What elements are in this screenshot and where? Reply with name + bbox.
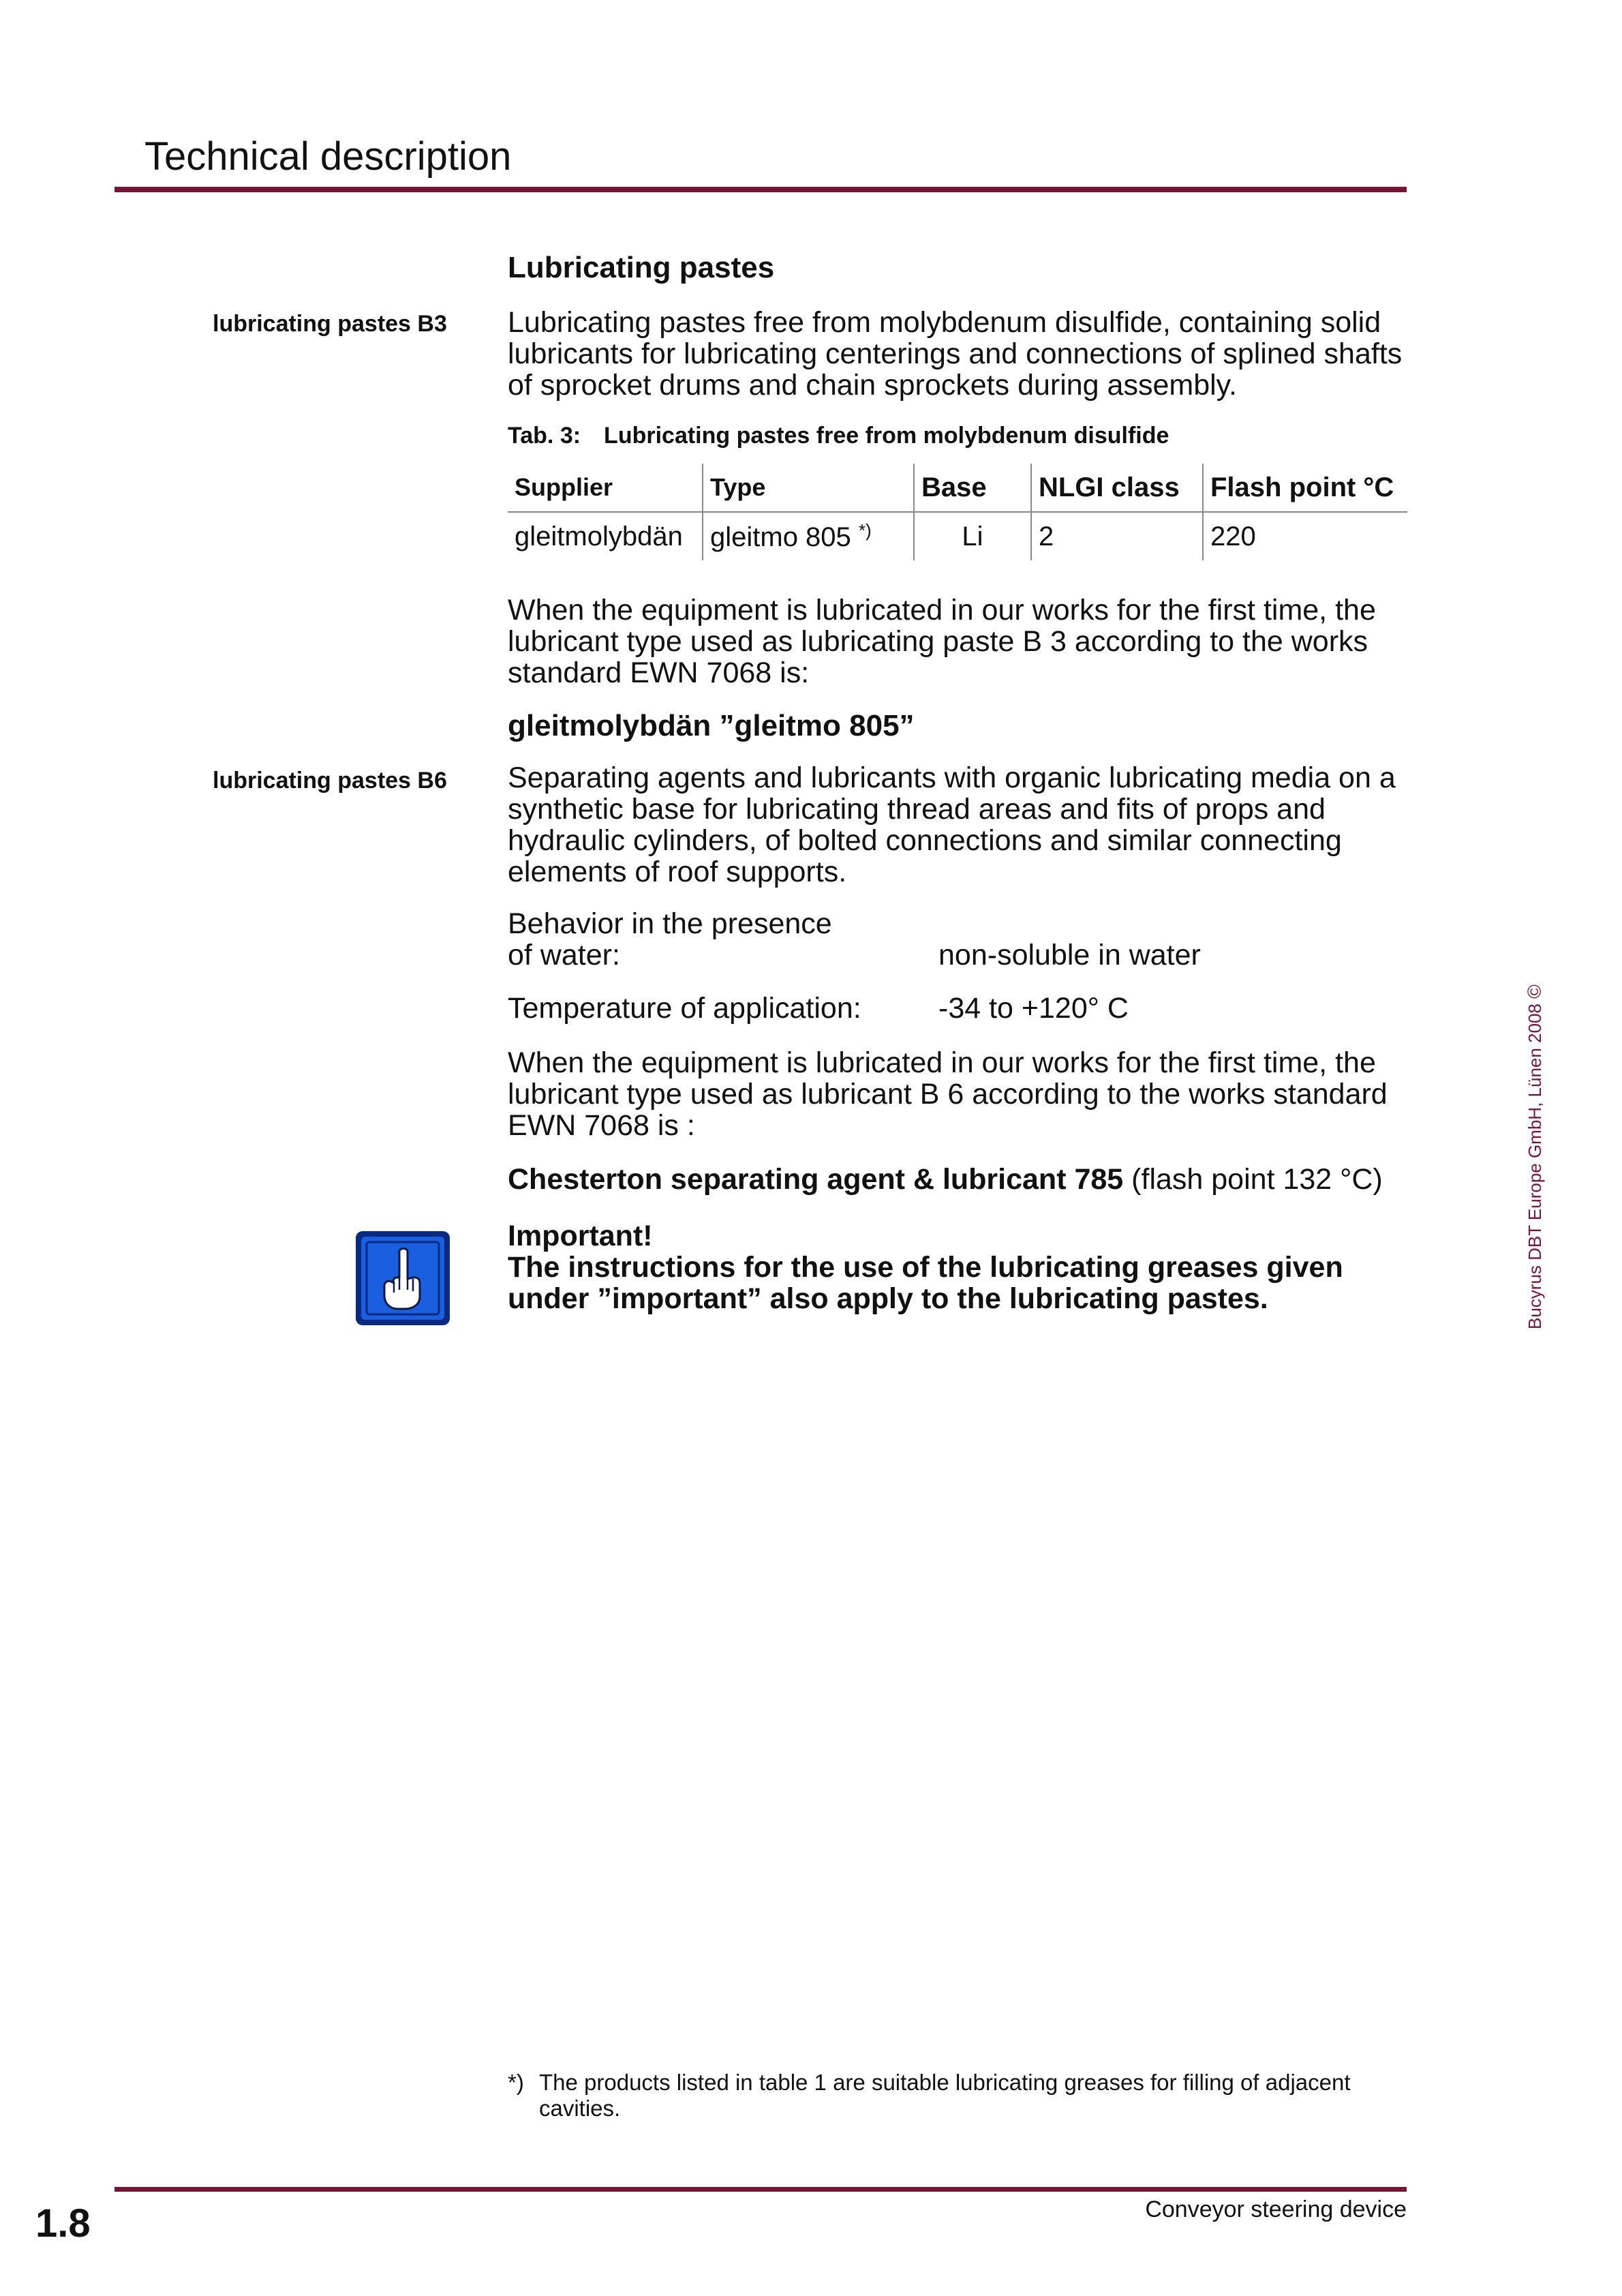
table-row xyxy=(508,512,1407,560)
section-heading: Lubricating pastes xyxy=(508,251,775,284)
page-number: 1.8 xyxy=(35,2201,91,2246)
water-behavior-label xyxy=(508,908,938,971)
cell-nlgi: 2 xyxy=(1031,512,1203,560)
column-header-type: Type xyxy=(703,464,914,512)
column-header-base: Base xyxy=(914,464,1031,512)
temperature-label: Temperature of application: xyxy=(508,992,861,1025)
b3-works-paragraph: When the equipment is lubricated in our works for the first time, the lubricant type used as lubricating paste B 3 according to the works standard EWN 7068 is: xyxy=(508,594,1376,689)
b6-product-line xyxy=(508,1163,1407,1196)
side-label-b3: lubricating pastes B3 xyxy=(213,311,447,337)
footnote-text: The products listed in table 1 are suitable lubricating greases for filling of adjacent cavities. xyxy=(539,2070,1351,2121)
important-title: Important! xyxy=(508,1220,653,1252)
pointing-hand-icon xyxy=(354,1230,451,1327)
footnote-marker: *) xyxy=(858,520,872,541)
water-behavior-row xyxy=(508,908,1407,971)
table-caption-number: Tab. 3: xyxy=(508,423,581,449)
cell-type xyxy=(703,512,914,560)
column-header-flash-point: Flash point °C xyxy=(1203,464,1407,512)
side-label-b6: lubricating pastes B6 xyxy=(213,768,447,794)
page-title: Technical description xyxy=(144,134,512,179)
footnote-mark: *) xyxy=(508,2070,524,2095)
temperature-row xyxy=(508,993,1407,1024)
b6-works-paragraph: When the equipment is lubricated in our works for the first time, the lubricant type used as lubricant B 6 according to the works standard EWN 7068 is : xyxy=(508,1046,1388,1142)
column-header-nlgi: NLGI class xyxy=(1031,464,1203,512)
cell-type-value: gleitmo 805 xyxy=(710,522,851,552)
water-behavior-label-line-2: of water: xyxy=(508,939,620,971)
water-behavior-label-line-1: Behavior in the presence xyxy=(508,907,832,940)
copyright-symbol: © xyxy=(1524,984,1545,999)
footnote xyxy=(508,2070,1407,2121)
b3-product-name: gleitmolybdän ”gleitmo 805” xyxy=(508,709,915,742)
footer-rule xyxy=(114,2187,1407,2192)
lubricating-pastes-table-wrapper xyxy=(508,464,1407,560)
header-rule xyxy=(114,187,1407,192)
lubricating-pastes-table xyxy=(508,464,1407,560)
table-caption-title: Lubricating pastes free from molybdenum disulfide xyxy=(604,423,1169,449)
important-text: The instructions for the use of the lubricating greases given under ”important” also apply to the lubricating pastes. xyxy=(508,1251,1343,1315)
copyright-text: Bucyrus DBT Europe GmbH, Lünen 2008 xyxy=(1525,1003,1545,1329)
copyright-notice xyxy=(1524,984,1546,1329)
cell-flash-point: 220 xyxy=(1203,512,1407,560)
b6-product-name: Chesterton separating agent & lubricant 785 xyxy=(508,1163,1124,1196)
b6-intro-paragraph: Separating agents and lubricants with organic lubricating media on a synthetic base for lubricating thread areas and fits of props and hydraulic cylinders, of bolted connections and similar connecting elements of roof supports. xyxy=(508,761,1396,888)
water-behavior-value: non-soluble in water xyxy=(938,939,1201,971)
temperature-value: -34 to +120° C xyxy=(938,992,1129,1025)
important-note xyxy=(508,1220,1407,1314)
table-caption xyxy=(508,423,1407,449)
cell-supplier: gleitmolybdän xyxy=(515,521,683,552)
b6-product-note: (flash point 132 °C) xyxy=(1131,1163,1383,1196)
table-header-row xyxy=(508,464,1407,512)
cell-base: Li xyxy=(914,512,1031,560)
column-header-supplier: Supplier xyxy=(508,464,703,512)
document-title: Conveyor steering device xyxy=(1145,2196,1407,2222)
b3-intro-paragraph: Lubricating pastes free from molybdenum disulfide, containing solid lubricants for lubricating centerings and connections of splined shafts of sprocket drums and chain sprockets during assembly. xyxy=(508,306,1403,402)
